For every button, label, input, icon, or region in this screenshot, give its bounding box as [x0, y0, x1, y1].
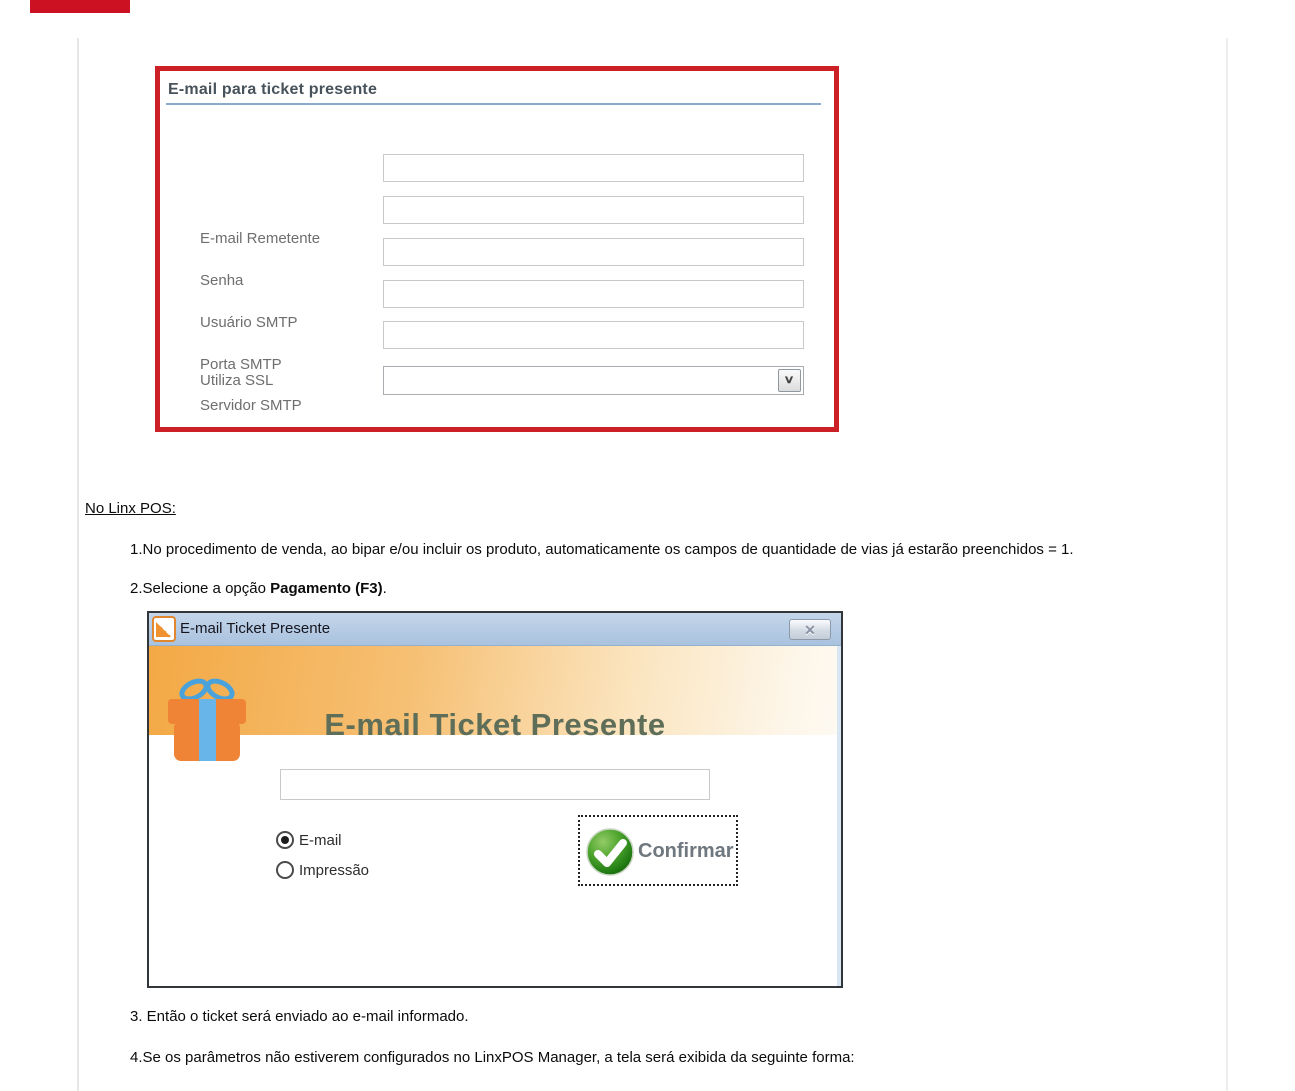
dropdown-arrow-button[interactable]	[778, 369, 801, 392]
step-2-prefix: 2.Selecione a opção	[130, 580, 271, 597]
usuario-smtp-input[interactable]	[383, 238, 804, 266]
smtp-config-panel	[155, 66, 839, 432]
confirmar-button[interactable]	[578, 815, 738, 886]
linx-app-icon	[152, 616, 176, 642]
dialog-window-title: E-mail Ticket Presente	[180, 620, 331, 637]
porta-smtp-label: Porta SMTP	[200, 356, 282, 373]
senha-input[interactable]	[383, 196, 804, 224]
check-icon	[586, 828, 634, 876]
senha-label: Senha	[200, 272, 244, 289]
panel-title-rule	[166, 103, 821, 105]
step-3: 3. Então o ticket será enviado ao e-mail informado.	[130, 1008, 469, 1025]
step-2-bold: Pagamento (F3)	[270, 580, 383, 597]
email-remetente-label: E-mail Remetente	[200, 230, 321, 247]
usuario-smtp-label: Usuário SMTP	[200, 314, 298, 331]
dialog-titlebar[interactable]	[149, 613, 841, 646]
close-button[interactable]	[789, 619, 831, 640]
step-1: 1.No procedimento de venda, ao bipar e/ou incluir os produto, automaticamente os campos de quantidade de vias já estarão preenchidos = 1.	[130, 541, 1074, 558]
servidor-smtp-label: Servidor SMTP	[200, 397, 302, 414]
dialog-right-frame	[837, 646, 841, 986]
utiliza-ssl-label: Utiliza SSL	[200, 372, 274, 389]
chevron-down-icon: ∨	[783, 374, 796, 386]
confirmar-label: Confirmar	[638, 840, 734, 862]
porta-smtp-input[interactable]	[383, 280, 804, 308]
utiliza-ssl-dropdown[interactable]	[383, 366, 804, 395]
email-remetente-input[interactable]	[383, 154, 804, 182]
dialog-header-band	[149, 646, 841, 742]
email-ticket-dialog	[147, 611, 843, 988]
step-2	[130, 580, 387, 597]
dialog-header-title: E-mail Ticket Presente	[324, 707, 666, 742]
section-heading: No Linx POS:	[85, 500, 176, 517]
ticket-email-input[interactable]	[280, 769, 710, 800]
gift-icon	[168, 677, 246, 761]
content-left-border	[77, 38, 79, 1091]
panel-title: E-mail para ticket presente	[168, 81, 378, 98]
close-icon: ✕	[804, 621, 816, 638]
radio-impressao-label[interactable]: Impressão	[299, 862, 370, 879]
step-4: 4.Se os parâmetros não estiverem configurados no LinxPOS Manager, a tela será exibida da seguinte forma:	[130, 1049, 855, 1066]
radio-email[interactable]	[276, 831, 294, 849]
radio-impressao[interactable]	[276, 861, 294, 879]
servidor-smtp-input[interactable]	[383, 321, 804, 349]
radio-selected-dot	[281, 836, 289, 844]
step-2-suffix: .	[382, 580, 387, 597]
radio-email-label[interactable]: E-mail	[299, 832, 342, 849]
red-marker-bar	[30, 0, 130, 13]
content-right-border	[1226, 38, 1228, 1091]
